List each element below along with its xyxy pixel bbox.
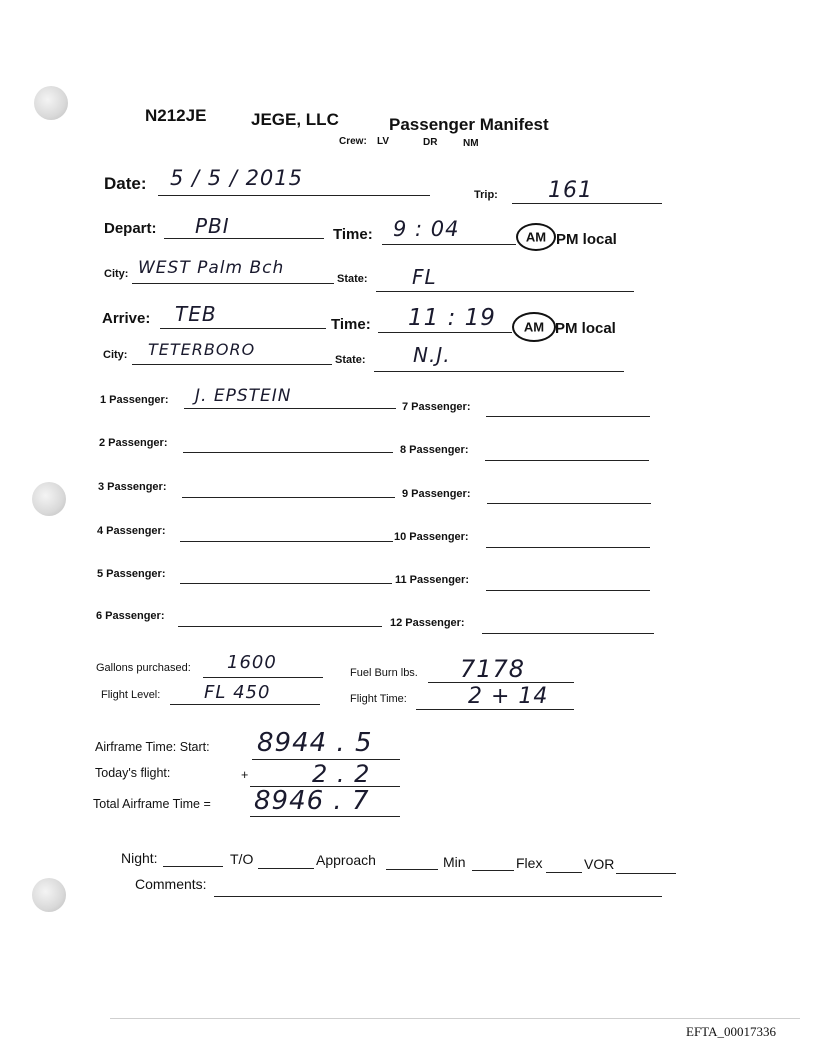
airframe-start-value: 8944 . 5 [257,728,373,758]
passenger-4-label: 4 Passenger: [97,525,166,537]
arrive-time-value: 11 : 19 [408,305,496,331]
total-airframe-value: 8946 . 7 [254,786,370,816]
flight-level-underline [170,704,320,705]
flex-underline [546,872,582,873]
todays-flight-label: Today's flight: [95,766,171,780]
arrive-city-underline [132,364,332,365]
arrive-underline [160,328,326,329]
depart-time-underline [382,244,516,245]
flight-time-value: 2 + 14 [468,684,549,709]
date-underline [158,195,430,196]
punch-hole-top [34,86,68,120]
total-airframe-underline [250,816,400,817]
gallons-purchased-value: 1600 [227,652,277,673]
crew-label: Crew: [339,136,367,147]
arrive-value: TEB [175,302,217,326]
passenger-12-underline [482,633,654,634]
total-airframe-label: Total Airframe Time = [93,797,211,811]
passenger-3-underline [182,497,395,498]
depart-state-label: State: [337,273,368,285]
passenger-2-label: 2 Passenger: [99,437,168,449]
depart-label: Depart: [104,220,157,237]
arrive-state-value: N.J. [413,343,451,367]
arrive-am-circle [512,312,556,342]
fuel-burn-value: 7178 [460,655,526,683]
trip-underline [512,203,662,204]
punch-hole-middle [32,482,66,516]
approach-underline [386,869,438,870]
gallons-purchased-label: Gallons purchased: [96,662,191,674]
depart-city-label: City: [104,268,129,280]
arrive-city-label: City: [103,349,128,361]
company-name: JEGE, LLC [251,110,339,129]
gallons-purchased-underline [203,677,323,678]
arrive-state-label: State: [335,354,366,366]
takeoff-underline [258,868,314,869]
flight-level-value: FL 450 [204,682,271,703]
date-label: Date: [104,174,147,193]
flex-label: Flex [516,855,543,871]
crew-member-3: NM [463,138,479,149]
fuel-burn-underline [428,682,574,683]
depart-am-label: AM [525,229,547,245]
depart-city-value: WEST Palm Bch [138,258,285,278]
depart-pm-local-label: PM local [556,231,617,248]
arrive-pm-local-label: PM local [555,320,616,337]
airframe-start-label: Airframe Time: Start: [95,740,210,754]
passenger-1-underline [184,408,396,409]
arrive-time-underline [378,332,512,333]
passenger-8-underline [485,460,649,461]
night-underline [163,866,223,867]
todays-flight-plus: + [241,768,249,782]
trip-label: Trip: [474,189,498,201]
scan-bottom-edge [110,1018,800,1019]
flight-time-label: Flight Time: [350,693,407,705]
todays-flight-value: 2 . 2 [312,760,371,788]
depart-value: PBI [195,214,230,238]
passenger-5-underline [180,583,392,584]
minimums-label: Min [443,854,466,870]
passenger-7-label: 7 Passenger: [402,401,471,413]
flight-time-underline [416,709,574,710]
depart-city-underline [132,283,334,284]
passenger-8-label: 8 Passenger: [400,444,469,456]
passenger-9-label: 9 Passenger: [402,488,471,500]
passenger-9-underline [487,503,651,504]
night-label: Night: [121,850,158,866]
depart-state-value: FL [412,265,437,289]
comments-label: Comments: [135,876,207,892]
passenger-10-underline [486,547,650,548]
depart-underline [164,238,324,239]
arrive-am-label: AM [523,319,545,335]
passenger-1-value: J. EPSTEIN [195,386,292,406]
depart-time-label: Time: [333,226,373,243]
fuel-burn-label: Fuel Burn lbs. [350,667,418,679]
depart-time-value: 9 : 04 [393,217,460,241]
passenger-6-label: 6 Passenger: [96,610,165,622]
vor-label: VOR [584,856,615,872]
passenger-2-underline [183,452,393,453]
passenger-4-underline [180,541,393,542]
passenger-11-label: 11 Passenger: [395,574,469,586]
flight-level-label: Flight Level: [101,689,161,701]
passenger-7-underline [486,416,650,417]
depart-state-underline [376,291,634,292]
passenger-6-underline [178,626,382,627]
arrive-time-label: Time: [331,316,371,333]
passenger-11-underline [486,590,650,591]
crew-member-1: LV [377,136,390,147]
crew-member-2: DR [423,137,438,148]
trip-value: 161 [548,178,593,203]
vor-underline [616,873,676,874]
passenger-12-label: 12 Passenger: [390,617,465,629]
minimums-underline [472,870,514,871]
passenger-3-label: 3 Passenger: [98,481,167,493]
bates-number: EFTA_00017336 [686,1024,776,1039]
tail-number: N212JE [145,106,207,125]
depart-am-circle [516,223,556,251]
comments-underline [214,896,662,897]
arrive-city-value: TETERBORO [148,340,256,359]
approach-label: Approach [316,852,376,868]
arrive-state-underline [374,371,624,372]
arrive-label: Arrive: [102,310,151,327]
takeoff-label: T/O [230,851,254,867]
passenger-5-label: 5 Passenger: [97,568,166,580]
passenger-1-label: 1 Passenger: [100,394,169,406]
punch-hole-bottom [32,878,66,912]
manifest-title: Passenger Manifest [389,115,549,134]
passenger-10-label: 10 Passenger: [394,531,469,543]
date-value: 5 / 5 / 2015 [170,166,304,190]
